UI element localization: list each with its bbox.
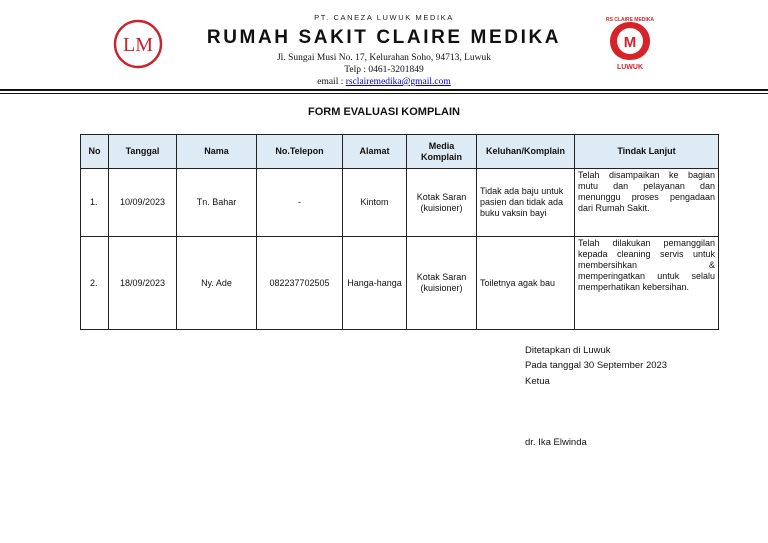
header-keluhan: Keluhan/Komplain [477,135,575,169]
cell-tanggal: 18/09/2023 [109,237,177,330]
header-media: Media Komplain [407,135,477,169]
header-tindak-lanjut: Tindak Lanjut [575,135,719,169]
header-telepon: No.Telepon [257,135,343,169]
header-rule-thick [0,89,768,91]
cell-tindak-lanjut: Telah disampaikan ke bagian mutu dan pelayanan dan menunggu proses pengadaan dari Rumah Sakit. [575,169,719,237]
cell-telepon: 082237702505 [257,237,343,330]
cell-no: 1. [81,169,109,237]
signature-place: Ditetapkan di Luwuk [525,345,611,356]
header-no: No [81,135,109,169]
company-name: PT. CANEZA LUWUK MEDIKA [314,13,454,22]
hospital-phone: Telp : 0461-3201849 [344,65,424,75]
logo-top-text: RS CLAIRE MEDIKA [605,17,655,23]
table-row [81,237,719,330]
cell-tindak-lanjut: Telah dilakukan pemanggilan kepada cleaning servis untuk membersihkan & memperingatkan untuk selalu memperhatikan kebersihan. [575,237,719,330]
cell-nama: Ny. Ade [177,237,257,330]
logo-bottom-text: LUWUK [616,64,644,70]
logo-letter: M [623,34,637,51]
complaint-table [80,134,719,330]
cell-media: Kotak Saran (kuisioner) [407,237,477,330]
cell-telepon: - [257,169,343,237]
cell-keluhan: Tidak ada baju untuk pasien dan tidak ada buku vaksin bayi [477,169,575,237]
form-title: FORM EVALUASI KOMPLAIN [308,106,460,118]
hospital-name: RUMAH SAKIT CLAIRE MEDIKA [206,27,562,48]
cell-keluhan: Toiletnya agak bau [477,237,575,330]
cell-media: Kotak Saran (kuisioner) [407,169,477,237]
header-alamat: Alamat [343,135,407,169]
cell-no: 2. [81,237,109,330]
hospital-address: Jl. Sungai Musi No. 17, Kelurahan Soho, 94713, Luwuk [276,53,491,63]
cell-tanggal: 10/09/2023 [109,169,177,237]
cell-alamat: Hanga-hanga [343,237,407,330]
header-rule-thin [0,93,768,94]
hospital-email-line [0,77,768,87]
cell-alamat: Kintom [343,169,407,237]
table-row [81,169,719,237]
cell-nama: Tn. Bahar [177,169,257,237]
header-nama: Nama [177,135,257,169]
email-link[interactable]: rsclairemedika@gmail.com [345,77,451,87]
email-label: email : [317,77,346,87]
header-tanggal: Tanggal [109,135,177,169]
table-header-row [81,135,719,169]
signature-role: Ketua [525,376,550,387]
logo-letters: LM [123,34,153,56]
signature-date: Pada tanggal 30 September 2023 [525,360,668,371]
signature-name: dr. Ika Elwinda [525,437,587,448]
